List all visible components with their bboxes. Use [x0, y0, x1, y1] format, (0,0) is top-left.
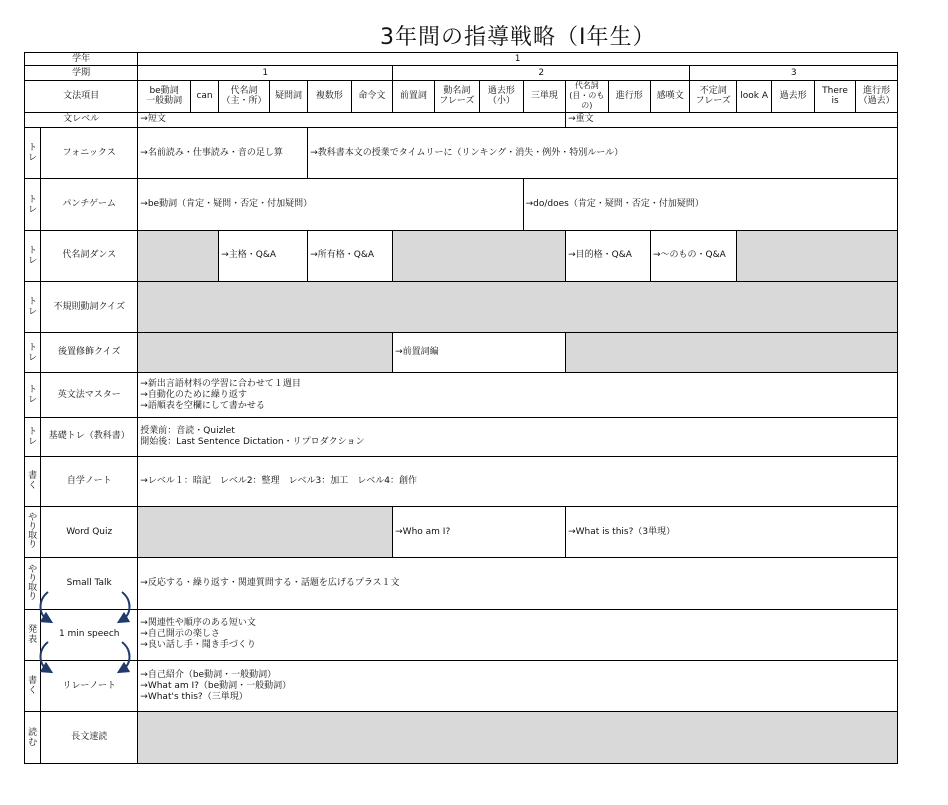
- sentence-level-compound: →重文: [566, 112, 898, 127]
- irregular-verb-row: [25, 282, 898, 333]
- small-talk-notes: →反応する・繰り返す・関連質問する・話題を広げるプラス１文: [138, 558, 898, 609]
- shaded-cell: [138, 333, 393, 373]
- word-quiz-row: [25, 507, 898, 558]
- sentence-level-row: [25, 112, 898, 127]
- grammar-item: 三単現: [523, 80, 565, 112]
- row-label: パンチゲーム: [41, 179, 138, 230]
- punch-stage-2: →do/does（肯定・疑問・否定・付加疑問）: [523, 179, 897, 230]
- grammar-item: 不定詞 フレーズ: [690, 80, 737, 112]
- category-label: ト レ: [25, 230, 41, 281]
- shaded-cell: [138, 282, 898, 333]
- shaded-cell: [138, 712, 898, 764]
- pronoun-object: →目的格・Q&A: [566, 230, 651, 281]
- category-label: 書 く: [25, 661, 41, 712]
- grammar-item: 過去形 （小）: [480, 80, 523, 112]
- sentence-level-short: →短文: [138, 112, 566, 127]
- speed-reading-row: [25, 712, 898, 764]
- post-modifier-prep: →前置詞編: [393, 333, 566, 373]
- category-label: や り 取 り: [25, 558, 41, 609]
- grammar-item: 動名詞 フレーズ: [434, 80, 480, 112]
- row-label: 代名詞ダンス: [41, 230, 138, 281]
- self-study-row: [25, 456, 898, 506]
- pronoun-subject: →主格・Q&A: [219, 230, 308, 281]
- grammar-label: 文法項目: [25, 80, 138, 112]
- speech-notes: →関連性や順序のある短い文 →自己開示の楽しさ →良い話し手・聞き手づくり: [138, 609, 898, 660]
- grammar-item: 代名詞 (目・のもの): [566, 80, 608, 112]
- pronoun-dance-row: [25, 230, 898, 281]
- term-2: 2: [393, 66, 690, 80]
- row-label: 1 min speech: [41, 609, 138, 660]
- basic-training-notes: 授業前：音読・Quizlet 開始後：Last Sentence Dictation・リプロダクション: [138, 417, 898, 456]
- term-label: 学期: [25, 66, 138, 80]
- row-label: 不規則動詞クイズ: [41, 282, 138, 333]
- relay-note-notes: →自己紹介（be動詞・一般動詞） →What am I?（be動詞・一般動詞） →What's this?（三単現）: [138, 661, 898, 712]
- punch-stage-1: →be動詞（肯定・疑問・否定・付加疑問）: [138, 179, 523, 230]
- speech-row: [25, 609, 898, 660]
- grade-label: 学年: [25, 53, 138, 66]
- phonics-stage-1: →名前読み・仕事読み・音の足し算: [138, 127, 308, 178]
- grammar-item: 命令文: [351, 80, 392, 112]
- grammar-item: 進行形 （過去）: [856, 80, 898, 112]
- shaded-cell: [736, 230, 897, 281]
- category-label: ト レ: [25, 282, 41, 333]
- category-label: ト レ: [25, 127, 41, 178]
- row-label: 後置修飾クイズ: [41, 333, 138, 373]
- phonics-row: [25, 127, 898, 178]
- pronoun-possessive: →所有格・Q&A: [308, 230, 393, 281]
- grammar-item: look A: [736, 80, 771, 112]
- term-row: [25, 66, 898, 80]
- category-label: ト レ: [25, 179, 41, 230]
- pronoun-mine: →～のもの・Q&A: [651, 230, 737, 281]
- basic-training-row: [25, 417, 898, 456]
- grammar-item: be動詞 一般動詞: [138, 80, 191, 112]
- grammar-item: 代名詞 （主・所）: [219, 80, 270, 112]
- grammar-row: [25, 80, 898, 112]
- punch-game-row: [25, 179, 898, 230]
- term-1: 1: [138, 66, 393, 80]
- sentence-level-label: 文レベル: [25, 112, 138, 127]
- category-label: ト レ: [25, 417, 41, 456]
- grammar-item: 過去形: [772, 80, 814, 112]
- row-label: 英文法マスター: [41, 373, 138, 417]
- word-quiz-what: →What is this?（3単現）: [566, 507, 898, 558]
- row-label: 自学ノート: [41, 456, 138, 506]
- term-3: 3: [690, 66, 898, 80]
- grade-value: 1: [138, 53, 898, 66]
- category-label: ト レ: [25, 333, 41, 373]
- grade-row: [25, 53, 898, 66]
- grammar-item: can: [190, 80, 218, 112]
- row-label: フォニックス: [41, 127, 138, 178]
- row-label: 長文速読: [41, 712, 138, 764]
- page-title: 3年間の指導戦略（Ⅰ年生）: [380, 25, 656, 50]
- grammar-item: 疑問詞: [269, 80, 307, 112]
- category-label: 読 む: [25, 712, 41, 764]
- post-modifier-row: [25, 333, 898, 373]
- grammar-item: 前置詞: [393, 80, 434, 112]
- category-label: や り 取 り: [25, 507, 41, 558]
- phonics-stage-2: →教科書本文の授業でタイムリーに（リンキング・消失・例外・特別ルール）: [308, 127, 898, 178]
- row-label: リレーノート: [41, 661, 138, 712]
- category-label: 発 表: [25, 609, 41, 660]
- relay-note-row: [25, 661, 898, 712]
- grammar-item: 進行形: [608, 80, 650, 112]
- shaded-cell: [138, 230, 219, 281]
- row-label: Small Talk: [41, 558, 138, 609]
- grammar-item: There is: [814, 80, 855, 112]
- grammar-master-row: [25, 373, 898, 417]
- shaded-cell: [138, 507, 393, 558]
- row-label: Word Quiz: [41, 507, 138, 558]
- shaded-cell: [393, 230, 566, 281]
- grammar-master-notes: →新出言語材料の学習に合わせて１週目 →自動化のために繰り返す →語順表を空欄にして書かせる: [138, 373, 898, 417]
- category-label: 書 く: [25, 456, 41, 506]
- self-study-levels: →レベル１：暗記 レベル2：整理 レベル3：加工 レベル4：創作: [138, 456, 898, 506]
- grammar-item: 感嘆文: [651, 80, 690, 112]
- grammar-item: 複数形: [308, 80, 351, 112]
- row-label: 基礎トレ（教科書）: [41, 417, 138, 456]
- strategy-table: [24, 52, 898, 764]
- small-talk-row: [25, 558, 898, 609]
- shaded-cell: [566, 333, 898, 373]
- category-label: ト レ: [25, 373, 41, 417]
- word-quiz-who: →Who am I?: [393, 507, 566, 558]
